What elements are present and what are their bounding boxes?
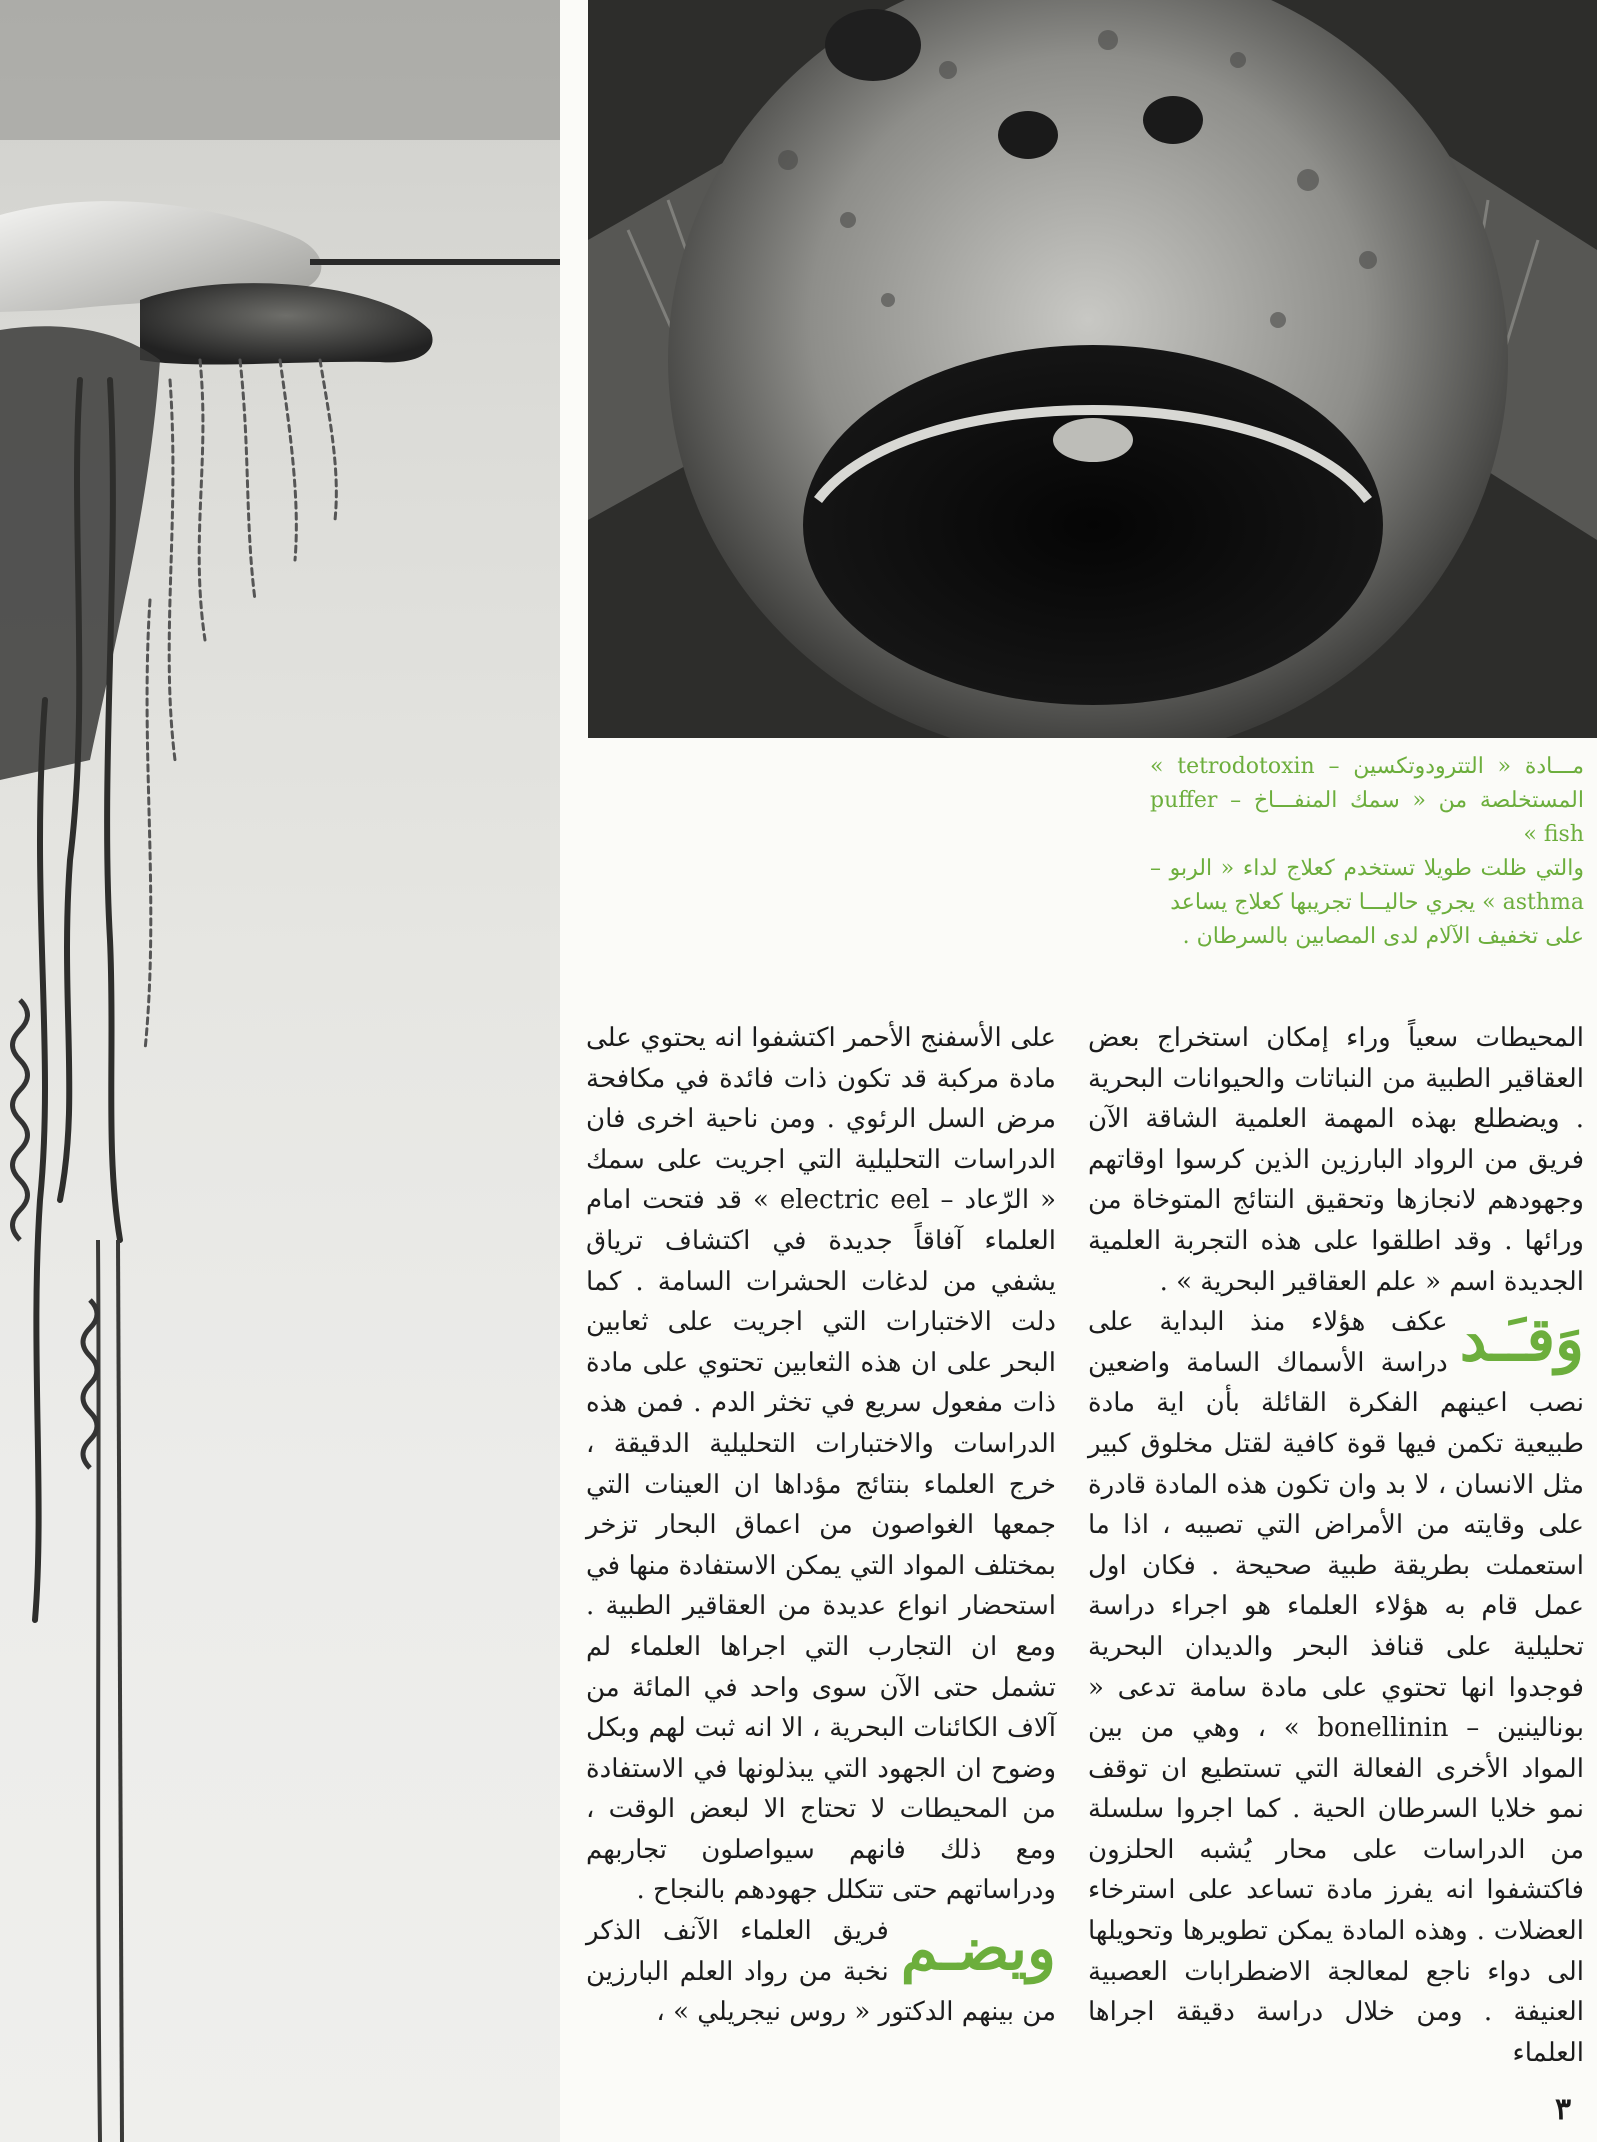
article-paragraph-text: عكف هؤلاء منذ البداية على دراسة الأسماك السامة واضعين نصب اعينهم الفكرة القائلة بأن اية مادة طبيعية تكمن فيها قوة كافية لقتل مخلوق كبير مثل الانسان ، لا بد وان تكون هذه المادة قادرة على وقايته من الأمراض التي تصيبه ، اذا ما استعملت بطريقة طبية صحيحة . فكان اول عمل قام به هؤلاء العلماء هو اجراء دراسة تحليلية على قنافذ البحر والديدان البحرية فوجدوا انها تحتوي على مادة سامة تدعى « بونالينين – bonellinin » ، وهي من بين المواد الأخرى الفعالة التي تستطيع ان توقف نمو خلايا السرطان الحية . كما اجروا سلسلة من الدراسات على محار يُشبه الحلزون فاكتشفوا انه يفرز مادة تساعد على استرخاء العضلات . وهذه المادة يمكن تطويرها وتحويلها الى دواء ناجع لمعالجة الاضطرابات العصبية العنيفة . ومن خلال دراسة دقيقة اجراها العلماء <box>1088 1307 1585 2068</box>
caption-line-1: مـــادة « التترودوتكسين – tetrodotoxin » المستخلصة من « سمك المنفـــاخ – puffer fish » <box>1150 754 1584 847</box>
article-paragraph: على الأسفنج الأحمر اكتشفوا انه يحتوي على مادة مركبة قد تكون ذات فائدة في مكافحة مرض السل الرئوي . ومن ناحية اخرى فان الدراسات التحليلية التي اجريت على سمك « الرّعاد – electric eel » قد فتحت امام العلماء آفاقاً جديدة في اكتشاف ترياق يشفي من لدغات الحشرات السامة . كما دلت الاختبارات التي اجريت على ثعابين البحر على ان هذه الثعابين تحتوي على مادة ذات مفعول سريع في تخثر الدم . فمن هذه الدراسات والاختبارات التحليلية الدقيقة ، خرج العلماء بنتائج مؤداها ان العينات التي جمعها الغواصون من اعماق البحار تزخر بمختلف المواد التي يمكن الاستفادة منها في استحضار انواع عديدة من العقاقير الطبية . ومع ان التجارب التي اجراها العلماء لم تشمل حتى الآن سوى واحد في المائة من آلاف الكائنات البحرية ، الا انه ثبت لهم وبكل وضوح ان الجهود التي يبذلونها في الاستفادة من المحيطات لا تحتاج الا لبعض الوقت ، ومع ذلك فانهم سيواصلون تجاربهم ودراساتهم حتى تتكلل جهودهم بالنجاح . <box>586 1023 1056 1906</box>
puffer-fish-photo <box>588 0 1597 738</box>
caption-line-2: والتي ظلت طويلا تستخدم كعلاج لداء « الربو – asthma » يجري حاليـــا تجريبها كعلاج يساعد <box>1150 856 1584 915</box>
article-paragraph: المحيطات سعياً وراء إمكان استخراج بعض العقاقير الطبية من النباتات والحيوانات البحرية . ويضطلع بهذه المهمة العلمية الشاقة الآن فريق من الرواد البارزين الذين كرسوا اوقاتهم وجهودهم لانجازها وتحقيق النتائج المتوخاة من ورائها . وقد اطلقوا على هذه التجربة العلمية الجديدة اسم « علم العقاقير البحرية » . <box>1088 1023 1584 1297</box>
caption-line-3: على تخفيف الآلام لدى المصابين بالسرطان . <box>1182 924 1584 949</box>
jellyfish-photo <box>0 0 560 2142</box>
article-paragraph-with-dropcap <box>1088 1302 1584 2073</box>
photo-caption <box>1150 750 1584 949</box>
page-number: ٣ <box>1555 2092 1572 2127</box>
article-paragraph-with-dropcap <box>586 1911 1056 2033</box>
drop-cap: ويضـم <box>900 1914 1056 1985</box>
article-column-left <box>586 1018 1056 2033</box>
article-paragraph-text: فريق العلماء الآنف الذكر نخبة من رواد العلم البارزين من بينهم الدكتور « روس نيجريلي » ، <box>586 1916 1056 2028</box>
article-column-right <box>1088 1018 1584 2073</box>
drop-cap: وَقـَـد <box>1459 1305 1584 1376</box>
